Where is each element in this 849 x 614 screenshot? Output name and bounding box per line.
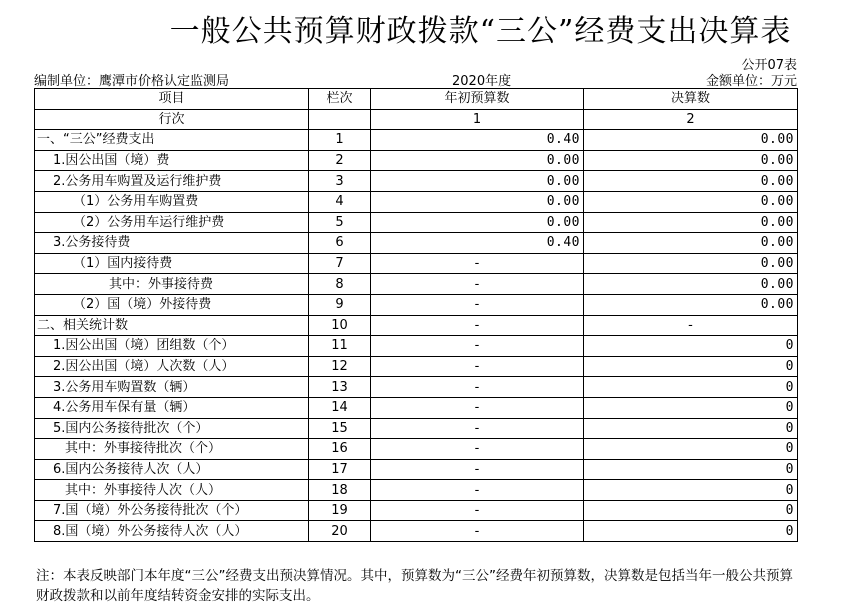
table-row xyxy=(35,150,798,171)
table-row xyxy=(35,418,798,439)
row-final: 0.00 xyxy=(584,274,798,295)
compiling-unit: 编制单位：鹰潭市价格认定监测局 xyxy=(34,74,230,89)
row-final: 0.00 xyxy=(584,171,798,192)
money-unit: 金额单位：万元 xyxy=(705,74,797,89)
row-line-number: 13 xyxy=(309,377,371,398)
table-row xyxy=(35,336,798,357)
row-budget: 0.00 xyxy=(371,191,584,212)
row-label: 3.公务用车购置数（辆） xyxy=(35,377,309,398)
row-label: （1）公务用车购置费 xyxy=(35,191,309,212)
row-final: 0.00 xyxy=(584,253,798,274)
row-label: 8.国（境）外公务接待人次（人） xyxy=(35,521,309,542)
row-label: 7.国（境）外公务接待批次（个） xyxy=(35,500,309,521)
row-line-number: 20 xyxy=(309,521,371,542)
row-line-number: 18 xyxy=(309,480,371,501)
row-budget: - xyxy=(371,459,584,480)
row-line-number: 9 xyxy=(309,294,371,315)
header-item: 项目 xyxy=(35,89,309,110)
table-row xyxy=(35,397,798,418)
table-row xyxy=(35,521,798,542)
row-label: 其中：外事接待批次（个） xyxy=(35,439,309,460)
row-budget: - xyxy=(371,500,584,521)
row-line-number: 7 xyxy=(309,253,371,274)
subheader-line xyxy=(309,109,371,130)
table-row xyxy=(35,439,798,460)
subheader-item: 行次 xyxy=(35,109,309,130)
row-label: 其中：外事接待费 xyxy=(35,274,309,295)
row-budget: - xyxy=(371,377,584,398)
row-label: 3.公务接待费 xyxy=(35,233,309,254)
row-budget: - xyxy=(371,418,584,439)
row-budget: 0.00 xyxy=(371,171,584,192)
row-label: 2.公务用车购置及运行维护费 xyxy=(35,171,309,192)
row-line-number: 2 xyxy=(309,150,371,171)
row-line-number: 6 xyxy=(309,233,371,254)
row-budget: - xyxy=(371,439,584,460)
row-line-number: 12 xyxy=(309,356,371,377)
header-row xyxy=(35,89,798,110)
row-label: 6.国内公务接待人次（人） xyxy=(35,459,309,480)
row-final: 0 xyxy=(584,459,798,480)
row-label: 4.公务用车保有量（辆） xyxy=(35,397,309,418)
footnote: 注：本表反映部门本年度“三公”经费支出预决算情况。其中，预算数为“三公”经费年初预算数，决算数是包括当年一般公共预算财政拨款和以前年度结转资金安排的实际支出。 xyxy=(36,568,793,604)
table-row xyxy=(35,315,798,336)
table-row xyxy=(35,356,798,377)
row-label: 1.因公出国（境）费 xyxy=(35,150,309,171)
table-row xyxy=(35,191,798,212)
table-row xyxy=(35,212,798,233)
header-final: 决算数 xyxy=(584,89,798,110)
row-final: 0.00 xyxy=(584,130,798,151)
row-budget: 0.40 xyxy=(371,130,584,151)
row-label: 其中：外事接待人次（人） xyxy=(35,480,309,501)
row-line-number: 19 xyxy=(309,500,371,521)
form-number: 公开07表 xyxy=(741,58,797,73)
row-final: 0 xyxy=(584,439,798,460)
table-row xyxy=(35,377,798,398)
row-label: （1）国内接待费 xyxy=(35,253,309,274)
row-final: 0 xyxy=(584,418,798,439)
row-final: 0.00 xyxy=(584,191,798,212)
report-title xyxy=(0,6,849,50)
row-budget: - xyxy=(371,274,584,295)
table-row xyxy=(35,253,798,274)
row-line-number: 16 xyxy=(309,439,371,460)
row-final: 0 xyxy=(584,521,798,542)
row-line-number: 14 xyxy=(309,397,371,418)
row-budget: - xyxy=(371,336,584,357)
row-budget: - xyxy=(371,397,584,418)
row-line-number: 5 xyxy=(309,212,371,233)
row-final: 0 xyxy=(584,397,798,418)
subheader-final: 2 xyxy=(584,109,798,130)
row-final: 0 xyxy=(584,377,798,398)
table-row xyxy=(35,500,798,521)
table-row xyxy=(35,130,798,151)
row-label: 一、“三公”经费支出 xyxy=(35,130,309,151)
row-line-number: 15 xyxy=(309,418,371,439)
row-line-number: 10 xyxy=(309,315,371,336)
row-final: - xyxy=(584,315,798,336)
report-year: 2020年度 xyxy=(452,74,512,89)
row-budget: - xyxy=(371,521,584,542)
row-label: （2）国（境）外接待费 xyxy=(35,294,309,315)
row-budget: 0.00 xyxy=(371,212,584,233)
row-label: （2）公务用车运行维护费 xyxy=(35,212,309,233)
row-label: 1.因公出国（境）团组数（个） xyxy=(35,336,309,357)
report-title-text: 一般公共预算财政拨款“三公”经费支出决算表 xyxy=(169,14,792,49)
subheader-row xyxy=(35,109,798,130)
table-row xyxy=(35,480,798,501)
row-final: 0.00 xyxy=(584,212,798,233)
table-row xyxy=(35,294,798,315)
row-budget: - xyxy=(371,356,584,377)
table-body xyxy=(35,130,798,542)
row-final: 0.00 xyxy=(584,150,798,171)
table-row xyxy=(35,459,798,480)
table-row xyxy=(35,233,798,254)
row-budget: 0.40 xyxy=(371,233,584,254)
row-final: 0 xyxy=(584,356,798,377)
row-budget: - xyxy=(371,294,584,315)
row-budget: - xyxy=(371,315,584,336)
row-final: 0.00 xyxy=(584,233,798,254)
header-budget: 年初预算数 xyxy=(371,89,584,110)
row-budget: 0.00 xyxy=(371,150,584,171)
table-row xyxy=(35,171,798,192)
header-line: 栏次 xyxy=(309,89,371,110)
row-label: 二、相关统计数 xyxy=(35,315,309,336)
row-label: 5.国内公务接待批次（个） xyxy=(35,418,309,439)
row-line-number: 3 xyxy=(309,171,371,192)
row-line-number: 11 xyxy=(309,336,371,357)
row-line-number: 17 xyxy=(309,459,371,480)
row-line-number: 8 xyxy=(309,274,371,295)
row-line-number: 4 xyxy=(309,191,371,212)
row-line-number: 1 xyxy=(309,130,371,151)
table-row xyxy=(35,274,798,295)
row-final: 0 xyxy=(584,500,798,521)
expenditure-table xyxy=(34,88,798,542)
row-budget: - xyxy=(371,480,584,501)
row-label: 2.因公出国（境）人次数（人） xyxy=(35,356,309,377)
row-budget: - xyxy=(371,253,584,274)
subheader-budget: 1 xyxy=(371,109,584,130)
row-final: 0.00 xyxy=(584,294,798,315)
row-final: 0 xyxy=(584,480,798,501)
row-final: 0 xyxy=(584,336,798,357)
